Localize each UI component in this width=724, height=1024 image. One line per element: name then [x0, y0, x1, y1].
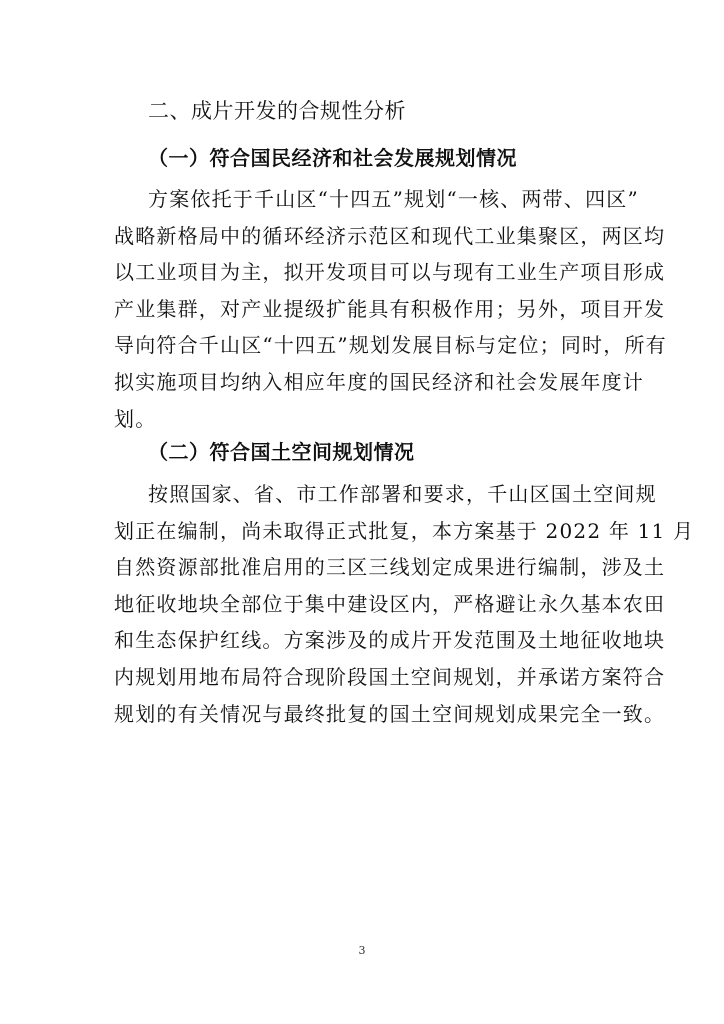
paragraph-line: 地征收地块全部位于集中建设区内，严格避让永久基本农田 [114, 591, 666, 616]
paragraph-line: 方案依托于千山区“十四五”规划“一核、两带、四区” [148, 187, 639, 211]
paragraph-line: 内规划用地布局符合现阶段国土空间规划，并承诺方案符合 [114, 664, 666, 689]
subsection-heading-land-plan: （二）符合国土空间规划情况 [148, 440, 415, 464]
paragraph-line: 划正在编制，尚未取得正式批复，本方案基于 2022 年 11 月 [114, 518, 695, 543]
paragraph-line: 导向符合千山区“十四五”规划发展目标与定位；同时，所有 [114, 333, 667, 358]
paragraph-economic-plan [114, 181, 667, 437]
paragraph-line: 按照国家、省、市工作部署和要求，千山区国土空间规 [148, 482, 657, 506]
paragraph-line: 战略新格局中的循环经济示范区和现代工业集聚区，两区均 [114, 223, 666, 248]
paragraph-line: 产业集群，对产业提级扩能具有积极作用；另外，项目开发 [114, 296, 666, 321]
section-heading: 二、成片开发的合规性分析 [148, 99, 406, 123]
paragraph-line: 自然资源部批准启用的三区三线划定成果进行编制，涉及土 [114, 555, 666, 580]
paragraph-line: 规划的有关情况与最终批复的国土空间规划成果完全一致。 [114, 701, 666, 726]
paragraph-line: 以工业项目为主，拟开发项目可以与现有工业生产项目形成 [114, 260, 666, 285]
paragraph-line: 拟实施项目均纳入相应年度的国民经济和社会发展年度计 [114, 369, 644, 394]
subsection-heading-economic-plan: （一）符合国民经济和社会发展规划情况 [148, 146, 517, 170]
paragraph-line: 和生态保护红线。方案涉及的成片开发范围及土地征收地块 [114, 628, 666, 653]
paragraph-line: 划。 [114, 406, 157, 431]
paragraph-land-plan [114, 476, 695, 732]
page-number: 3 [358, 944, 366, 957]
